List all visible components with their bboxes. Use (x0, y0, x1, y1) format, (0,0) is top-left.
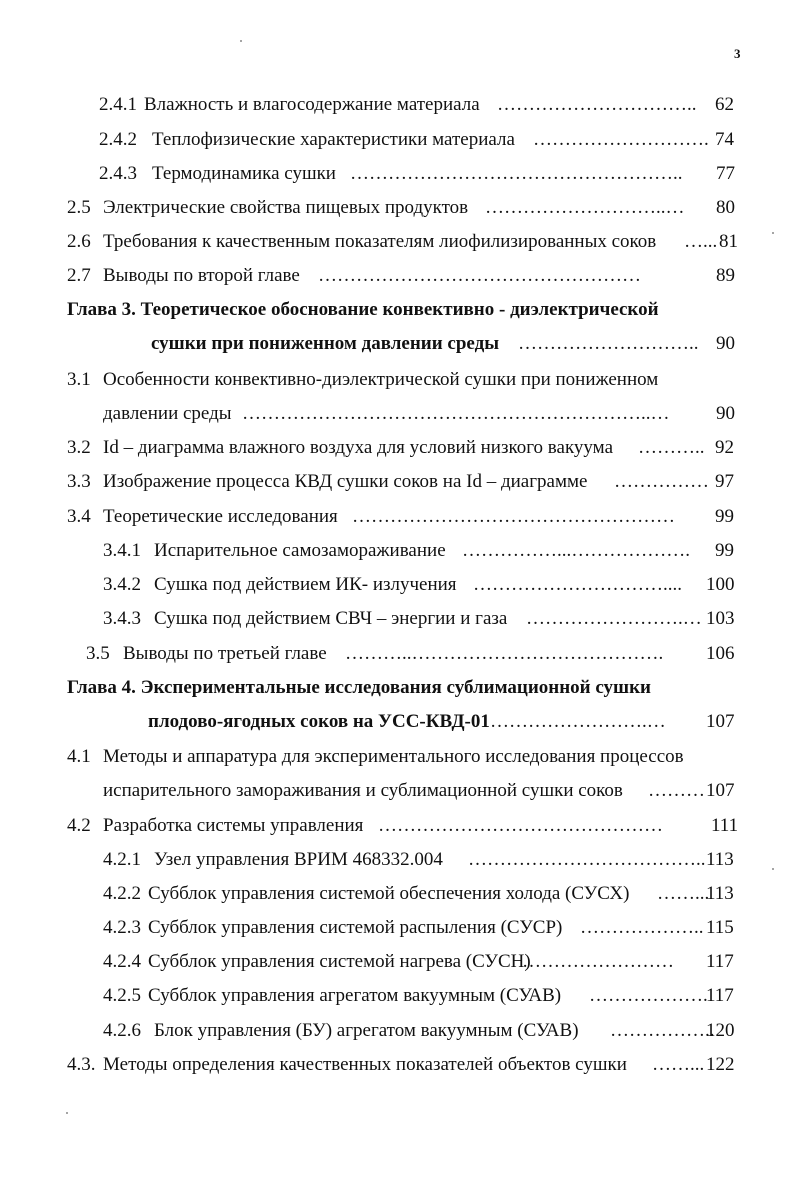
toc-entry-page: 74 (715, 129, 734, 150)
toc-entry (0, 127, 794, 153)
toc-entry-number: 3.2 (67, 437, 91, 458)
toc-entry-title: Блок управления (БУ) агрегатом вакуумным (СУАВ) (154, 1020, 579, 1041)
toc-entry-leader: ……... (657, 883, 710, 904)
scan-speck (772, 868, 774, 870)
toc-entry-title: сушки при пониженном давлении среды (151, 333, 500, 354)
toc-entry-leader: ……………………………….. (468, 849, 706, 870)
toc-entry-leader: …………… (614, 471, 709, 492)
toc-entry-number: 4.2.1 (103, 849, 141, 870)
toc-entry-title: испарительного замораживания и сублимационной сушки соков (103, 780, 623, 801)
toc-entry (0, 161, 794, 187)
toc-entry-page: 107 (706, 711, 735, 732)
toc-entry-title: Теплофизические характеристики материала (152, 129, 515, 150)
toc-entry-leader: ……….. (638, 437, 705, 458)
toc-entry-leader: …………………….… (526, 608, 702, 629)
toc-entry-number: 3.4.3 (103, 608, 141, 629)
toc-entry-page: 117 (706, 951, 734, 972)
toc-entry-leader: ………………. (589, 985, 708, 1006)
toc-entry-number: 2.4.2 (99, 129, 137, 150)
toc-entry-page: 107 (706, 780, 735, 801)
toc-entry-page: 113 (706, 849, 734, 870)
toc-entry (0, 813, 794, 839)
toc-entry (0, 949, 794, 975)
toc-entry-title: Сушка под действием СВЧ – энергии и газа (154, 608, 508, 629)
toc-entry-number: 4.2.3 (103, 917, 141, 938)
toc-entry-number: 3.4 (67, 506, 91, 527)
toc-entry (0, 1018, 794, 1044)
toc-entry (0, 744, 794, 770)
toc-entry-leader: ……………………………………… (378, 815, 663, 836)
toc-entry-page: 80 (716, 197, 735, 218)
toc-entry-leader: ……... (652, 1054, 705, 1075)
toc-entry (0, 504, 794, 530)
toc-entry-number: 2.6 (67, 231, 91, 252)
toc-entry-page: 97 (715, 471, 734, 492)
toc-entry-leader: ……………….. (580, 917, 704, 938)
toc-entry-page: 113 (706, 883, 734, 904)
toc-entry-leader: …………………………………………… (318, 265, 641, 286)
toc-entry-leader: ………………………………………………………..… (242, 403, 670, 424)
scan-speck (66, 1112, 68, 1114)
toc-entry (0, 195, 794, 221)
scan-speck (240, 40, 242, 42)
toc-entry (0, 915, 794, 941)
toc-entry-number: 2.5 (67, 197, 91, 218)
toc-entry-leader: ……………………….. (518, 333, 699, 354)
toc-entry-number: 3.4.1 (103, 540, 141, 561)
toc-entry-number: 2.7 (67, 265, 91, 286)
toc-entry-title: Узел управления ВРИМ 468332.004 (154, 849, 443, 870)
toc-entry (0, 92, 794, 118)
toc-entry-number: 4.2 (67, 815, 91, 836)
toc-entry-number: 4.2.4 (103, 951, 141, 972)
toc-entry-page: 89 (716, 265, 735, 286)
toc-entry-title: Выводы по третьей главе (123, 643, 327, 664)
toc-entry-page: 103 (706, 608, 735, 629)
toc-entry (0, 709, 794, 735)
toc-chapter-heading (0, 297, 794, 323)
toc-entry-title: Субблок управления системой нагрева (СУСН) (148, 951, 531, 972)
toc-chapter-title: Глава 3. Теоретическое обоснование конвективно - диэлектрической (67, 299, 659, 320)
toc-entry-page: 90 (716, 333, 735, 354)
toc-entry (0, 983, 794, 1009)
toc-entry-number: 4.2.5 (103, 985, 141, 1006)
toc-entry-number: 2.4.3 (99, 163, 137, 184)
toc-entry-page: 120 (706, 1020, 735, 1041)
toc-entry (0, 881, 794, 907)
toc-entry-leader: …………………… (522, 951, 674, 972)
toc-entry-leader: ………………………. (533, 129, 709, 150)
toc-entry-leader: ……………...………………. (462, 540, 690, 561)
toc-entry-page: 117 (706, 985, 734, 1006)
toc-entry-leader: …………………….… (490, 711, 666, 732)
toc-entry (0, 641, 794, 667)
toc-entry-number: 3.5 (86, 643, 110, 664)
toc-entry (0, 263, 794, 289)
toc-entry-leader: ……… (648, 780, 705, 801)
toc-entry (0, 606, 794, 632)
toc-entry (0, 469, 794, 495)
toc-entry-title: Испарительное самозамораживание (154, 540, 446, 561)
toc-entry-page: 100 (706, 574, 735, 595)
toc-entry (0, 331, 794, 357)
toc-entry-title: Выводы по второй главе (103, 265, 300, 286)
toc-entry-title: Субблок управления системой распыления (СУСР) (148, 917, 563, 938)
toc-entry-title: Методы определения качественных показателей объектов сушки (103, 1054, 627, 1075)
toc-entry-leader: …... (684, 231, 718, 252)
toc-entry (0, 229, 794, 255)
toc-entry-number: 3.4.2 (103, 574, 141, 595)
toc-entry-title: Термодинамика сушки (152, 163, 336, 184)
toc-entry-page: 92 (715, 437, 734, 458)
toc-entry-page: 111 (711, 815, 739, 836)
toc-entry-page: 122 (706, 1054, 735, 1075)
toc-entry-title: Методы и аппаратура для экспериментального исследования процессов (103, 746, 684, 767)
toc-entry-title: Сушка под действием ИК- излучения (154, 574, 457, 595)
toc-entry-title: давлении среды (103, 403, 232, 424)
toc-entry-leader: …………………………………………… (352, 506, 675, 527)
toc-entry-number: 3.1 (67, 369, 91, 390)
toc-entry-number: 3.3 (67, 471, 91, 492)
toc-entry-title: Изображение процесса КВД сушки соков на Id – диаграмме (103, 471, 588, 492)
toc-entry-page: 115 (706, 917, 734, 938)
toc-chapter-title: Глава 4. Экспериментальные исследования сублимационной сушки (67, 677, 651, 698)
toc-entry (0, 367, 794, 393)
toc-entry-number: 4.1 (67, 746, 91, 767)
toc-entry-page: 106 (706, 643, 735, 664)
toc-entry (0, 435, 794, 461)
toc-entry-page: 90 (716, 403, 735, 424)
scan-speck (772, 232, 774, 234)
toc-entry-page: 62 (715, 94, 734, 115)
toc-entry-number: 4.2.6 (103, 1020, 141, 1041)
toc-entry-title: Субблок управления агрегатом вакуумным (СУАВ) (148, 985, 562, 1006)
toc-entry-page: 77 (716, 163, 735, 184)
toc-entry-leader: ………………………..… (485, 197, 685, 218)
toc-entry-leader: ………………………….. (497, 94, 697, 115)
toc-entry-title: Id – диаграмма влажного воздуха для условий низкого вакуума (103, 437, 614, 458)
toc-entry-title: Влажность и влагосодержание материала (144, 94, 480, 115)
toc-entry (0, 538, 794, 564)
toc-entry-title: Субблок управления системой обеспечения холода (СУСХ) (148, 883, 630, 904)
toc-entry-page: 81 (719, 231, 738, 252)
toc-entry-leader: ………..…………………………………. (345, 643, 664, 664)
toc-entry (0, 401, 794, 427)
toc-entry-title: Электрические свойства пищевых продуктов (103, 197, 469, 218)
toc-entry-title: Теоретические исследования (103, 506, 338, 527)
toc-entry-leader: …………….. (610, 1020, 715, 1041)
toc-entry-number: 2.4.1 (99, 94, 137, 115)
toc-entry-number: 4.2.2 (103, 883, 141, 904)
toc-entry-title: Особенности конвективно-диэлектрической сушки при пониженном (103, 369, 659, 390)
toc-entry (0, 572, 794, 598)
toc-entry-number: 4.3. (67, 1054, 96, 1075)
toc-entry-leader: …………………………………………….. (350, 163, 683, 184)
page-number: 3 (734, 46, 741, 61)
toc-entry-title: Требования к качественным показателям лиофилизированных соков (103, 231, 657, 252)
toc-entry (0, 778, 794, 804)
toc-entry-leader: ………………………….... (473, 574, 682, 595)
toc-entry-page: 99 (715, 506, 734, 527)
toc-entry-title: Разработка системы управления (103, 815, 364, 836)
toc-entry-title: плодово-ягодных соков на УСС-КВД-01 (148, 711, 490, 732)
toc-chapter-heading (0, 675, 794, 701)
toc-entry (0, 1052, 794, 1078)
toc-entry (0, 847, 794, 873)
toc-entry-page: 99 (715, 540, 734, 561)
